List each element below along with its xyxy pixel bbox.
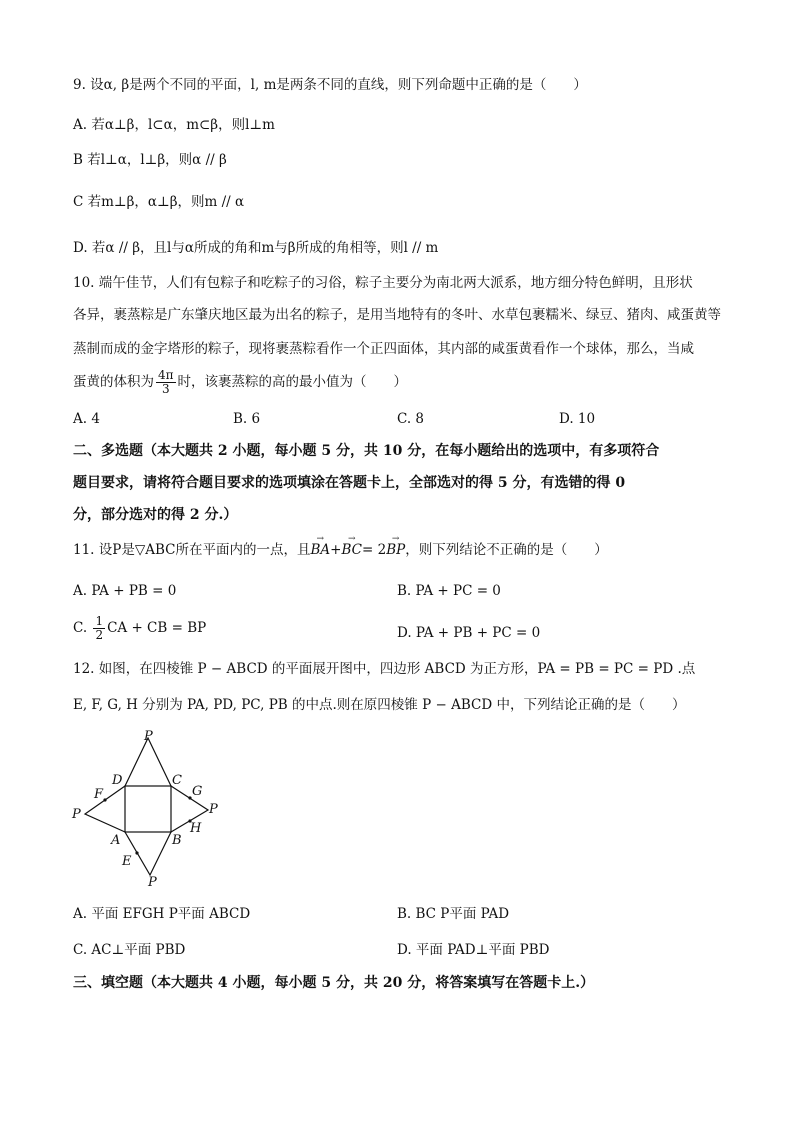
q10-line-3: 蒸制而成的金字塔形的粽子，现将裹蒸粽看作一个正四面体，其内部的咸蛋黄看作一个球体，那么，当咸: [73, 341, 694, 357]
q12-line-1: 12. 如图，在四棱锥 P − ABCD 的平面展开图中，四边形 ABCD 为正方形，PA = PB = PC = PD .点: [73, 661, 696, 677]
section-3-heading: 三、填空题（本大题共 4 小题，每小题 5 分，共 20 分，将答案填写在答题卡上.）: [73, 975, 595, 991]
q11-plus: +: [330, 542, 342, 558]
label-f: F: [94, 787, 104, 802]
q11-stem: [73, 541, 608, 559]
q12-option-b: B. BC P平面 PAD: [397, 906, 510, 922]
q10-line-4: [73, 368, 407, 396]
q11-option-d: D. PA + PB + PC = 0: [397, 625, 541, 641]
q11-option-c: [73, 614, 206, 642]
vector-bp: → BP: [386, 541, 405, 559]
q10-option-d: D. 10: [559, 411, 596, 427]
q11-equals: = 2: [361, 542, 387, 558]
q11-option-a: A. PA + PB = 0: [73, 583, 177, 599]
fraction-numerator: 1: [95, 614, 104, 628]
q10-line-4-post: 时，该裹蒸粽的高的最小值为（ ）: [177, 374, 408, 390]
q10-line-1: 10. 端午佳节，人们有包粽子和吃粽子的习俗，粽子主要分为南北两大派系，地方细分特色鲜明，且形状: [73, 275, 693, 291]
triangle-bottom: [125, 832, 171, 875]
q9-option-b: B 若l⊥α，l⊥β，则α // β: [73, 152, 227, 168]
q12-line-2: E, F, G, H 分别为 PA, PD, PC, PB 的中点.则在原四棱锥 P − ABCD 中，下列结论正确的是（ ）: [73, 697, 686, 713]
label-e: E: [122, 854, 132, 869]
q10-option-a: A. 4: [73, 411, 100, 427]
q10-option-c: C. 8: [397, 411, 425, 427]
label-g: G: [192, 784, 203, 799]
label-p-top: P: [144, 729, 153, 744]
q9-option-c: C 若m⊥β，α⊥β，则m // α: [73, 194, 245, 210]
q10-line-4-pre: 蛋黄的体积为: [73, 374, 154, 390]
square-abcd: [125, 786, 171, 832]
label-d: D: [112, 773, 123, 788]
q10-line-2: 各异，裹蒸粽是广东肇庆地区最为出名的粽子，是用当地特有的冬叶、水草包裹糯米、绿豆、猪肉、咸蛋黄等: [73, 307, 721, 323]
pyramid-net-figure: [66, 728, 226, 888]
point-f: [103, 798, 106, 801]
q12-option-c: C. AC⊥平面 PBD: [73, 942, 186, 958]
q10-option-b: B. 6: [233, 411, 261, 427]
section-2-heading-line-3: 分，部分选对的得 2 分.）: [73, 507, 238, 523]
vector-bc: → BC: [341, 541, 362, 559]
q11-stem-pre: 11. 设P是▽ABC所在平面内的一点，且: [73, 542, 311, 558]
q9-stem: 9. 设α, β是两个不同的平面，l, m是两条不同的直线，则下列命题中正确的是（ ）: [73, 77, 587, 93]
label-a: A: [111, 833, 121, 848]
q12-option-a: A. 平面 EFGH P平面 ABCD: [73, 906, 251, 922]
fraction-denominator: 3: [161, 382, 170, 396]
q9-option-a: A. 若α⊥β，l⊂α，m⊂β，则l⊥m: [73, 117, 275, 133]
q11-option-c-label: C.: [73, 620, 88, 636]
q11-option-b: B. PA + PC = 0: [397, 583, 501, 599]
label-p-left: P: [72, 807, 81, 822]
triangle-left: [85, 786, 125, 832]
label-h: H: [190, 821, 202, 836]
point-e: [135, 851, 138, 854]
section-2-heading-line-2: 题目要求，请将符合题目要求的选项填涂在答题卡上，全部选对的得 5 分，有选错的得 0: [73, 475, 626, 491]
q11-stem-post: ，则下列结论不正确的是（ ）: [405, 542, 608, 558]
q12-option-d: D. 平面 PAD⊥平面 PBD: [397, 942, 550, 958]
q10-volume-fraction: [156, 369, 176, 396]
section-2-heading-line-1: 二、多选题（本大题共 2 小题，每小题 5 分，共 10 分，在每小题给出的选项中，有多项符合: [73, 443, 660, 459]
q9-option-d: D. 若α // β，且l与α所成的角和m与β所成的角相等，则l // m: [73, 240, 439, 256]
label-b: B: [172, 833, 182, 848]
label-c: C: [172, 773, 182, 788]
label-p-right: P: [209, 802, 218, 817]
triangle-top: [125, 738, 171, 786]
fraction-denominator: 2: [95, 628, 104, 642]
q11-option-c-fraction: [93, 615, 105, 642]
label-p-bottom: P: [148, 875, 157, 888]
fraction-numerator: 4π: [158, 368, 174, 382]
vector-ba: → BA: [310, 541, 330, 559]
q11-option-c-rest: CA + CB = BP: [107, 620, 207, 636]
